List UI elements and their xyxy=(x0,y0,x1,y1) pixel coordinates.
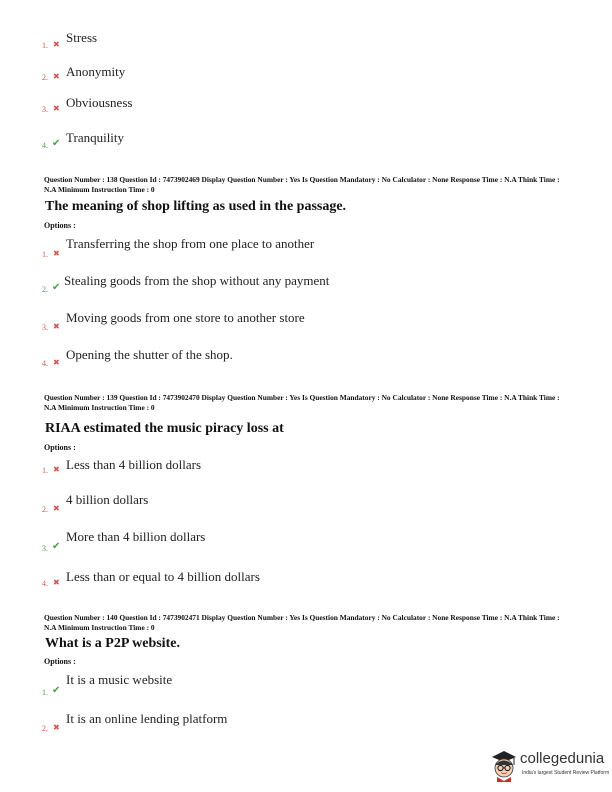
option-text: It is an online lending platform xyxy=(66,711,228,726)
option-number: 3. xyxy=(42,105,48,114)
option-number: 3. xyxy=(42,323,48,332)
option-text: Moving goods from one store to another store xyxy=(66,310,305,325)
wrong-icon: ✖ xyxy=(53,723,60,732)
option-number: 2. xyxy=(42,73,48,82)
question-title: What is a P2P website. xyxy=(45,636,180,651)
logo-name: collegedunia xyxy=(520,750,605,767)
option-text: Less than 4 billion dollars xyxy=(66,457,202,472)
option-text: Less than or equal to 4 billion dollars xyxy=(66,569,260,584)
wrong-icon: ✖ xyxy=(53,72,60,81)
option-number: 1. xyxy=(42,250,48,259)
option-text: Anonymity xyxy=(66,64,126,79)
option-number: 4. xyxy=(42,579,48,588)
option-number: 3. xyxy=(42,544,48,553)
option-number: 1. xyxy=(42,41,48,50)
question-meta: Question Number : 138 Question Id : 7473902469 Display Question Number : Yes Is Question Mandatory : No Calculator : None Response Time : N.A Think Time : N.A Minimum Instruction Time : 0 xyxy=(44,175,560,194)
option-text: 4 billion dollars xyxy=(66,492,149,507)
collegedunia-logo xyxy=(490,748,608,784)
check-icon: ✔ xyxy=(52,685,61,696)
option-number: 2. xyxy=(42,285,48,294)
check-icon: ✔ xyxy=(52,138,61,149)
logo-tagline: India's largest Student Review Platform xyxy=(522,770,610,776)
question-meta: Question Number : 140 Question Id : 7473902471 Display Question Number : Yes Is Question Mandatory : No Calculator : None Response Time : N.A Think Time : N.A Minimum Instruction Time : 0 xyxy=(44,613,560,632)
option-number: 1. xyxy=(42,688,48,697)
wrong-icon: ✖ xyxy=(53,465,60,474)
option-number: 1. xyxy=(42,466,48,475)
option-number: 2. xyxy=(42,724,48,733)
mascot-icon xyxy=(490,750,518,782)
options-label: Options : xyxy=(44,657,76,666)
option-text: It is a music website xyxy=(66,672,173,687)
option-text: Stealing goods from the shop without any payment xyxy=(64,273,330,288)
wrong-icon: ✖ xyxy=(53,578,60,587)
check-icon: ✔ xyxy=(52,282,61,293)
question-meta: Question Number : 139 Question Id : 7473902470 Display Question Number : Yes Is Question Mandatory : No Calculator : None Response Time : N.A Think Time : N.A Minimum Instruction Time : 0 xyxy=(44,393,560,412)
wrong-icon: ✖ xyxy=(53,104,60,113)
option-text: Obviousness xyxy=(66,95,133,110)
options-label: Options : xyxy=(44,221,76,230)
options-label: Options : xyxy=(44,443,76,452)
wrong-icon: ✖ xyxy=(53,358,60,367)
wrong-icon: ✖ xyxy=(53,504,60,513)
question-title: RIAA estimated the music piracy loss at xyxy=(45,421,284,436)
option-text: Stress xyxy=(66,30,98,45)
wrong-icon: ✖ xyxy=(53,40,60,49)
option-number: 2. xyxy=(42,505,48,514)
question-title: The meaning of shop lifting as used in the passage. xyxy=(45,199,347,214)
wrong-icon: ✖ xyxy=(53,322,60,331)
option-number: 4. xyxy=(42,141,48,150)
option-text: Opening the shutter of the shop. xyxy=(66,347,233,362)
option-text: Transferring the shop from one place to another xyxy=(66,236,315,251)
wrong-icon: ✖ xyxy=(53,249,60,258)
option-text: Tranquility xyxy=(66,130,125,145)
option-number: 4. xyxy=(42,359,48,368)
option-text: More than 4 billion dollars xyxy=(66,529,206,544)
check-icon: ✔ xyxy=(52,541,61,552)
